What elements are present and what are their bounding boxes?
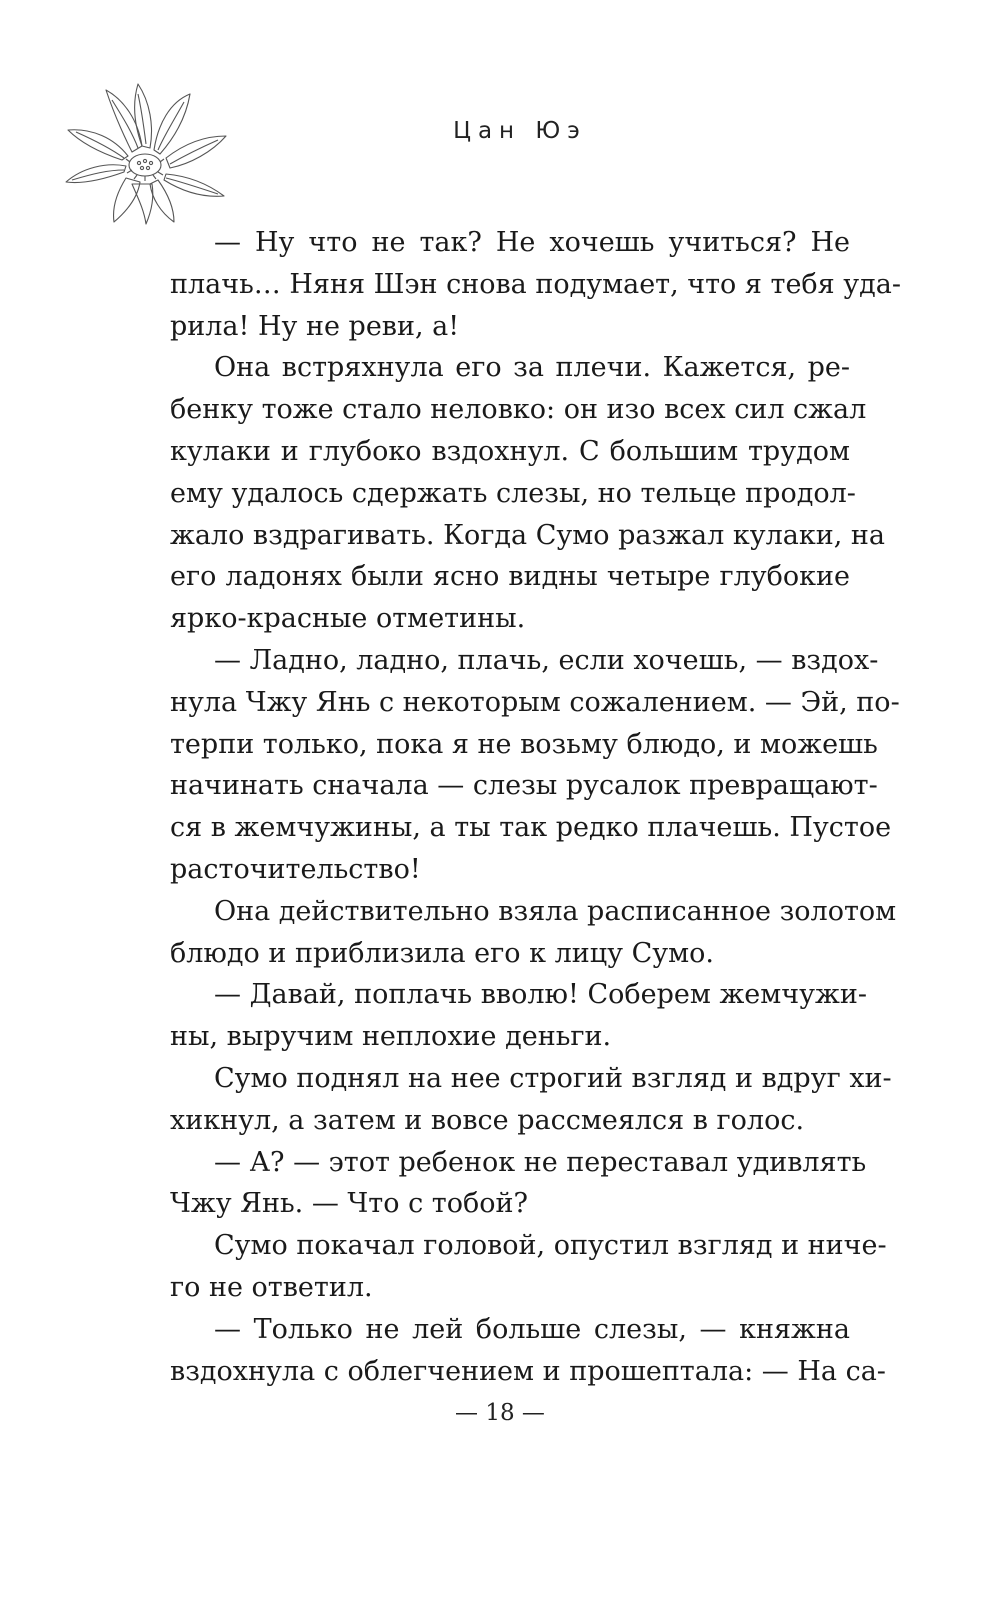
- text-line: Сумо покачал головой, опустил взгляд и ниче-: [214, 1230, 887, 1262]
- text-line: — Давай, поплачь вволю! Соберем жемчужи-: [214, 979, 867, 1011]
- text-line: — Только не лей больше слезы, — княжна: [214, 1313, 850, 1345]
- text-line: начинать сначала — слезы русалок превращают-: [170, 770, 878, 802]
- text-line: Она встряхнула его за плечи. Кажется, ре-: [214, 352, 850, 384]
- text-line: жало вздрагивать. Когда Сумо разжал кулаки, на: [170, 519, 885, 551]
- text-line: Сумо поднял на нее строгий взгляд и вдруг хи-: [214, 1062, 892, 1094]
- text-line: го не ответил.: [170, 1271, 373, 1303]
- text-line: хикнул, а затем и вовсе рассмеялся в голос.: [170, 1104, 805, 1136]
- text-line: рила! Ну не реви, а!: [170, 310, 460, 342]
- text-line: — А? — этот ребенок не переставал удивлять: [214, 1146, 867, 1178]
- text-line: ся в жемчужины, а ты так редко плачешь. Пустое: [170, 812, 892, 844]
- text-line: нула Чжу Янь с некоторым сожалением. — Эй, по-: [170, 686, 900, 718]
- text-line: плачь… Няня Шэн снова подумает, что я тебя уда-: [170, 268, 902, 300]
- text-line: ему удалось сдержать слезы, но тельце продол-: [170, 477, 856, 509]
- text-line: — Ладно, ладно, плачь, если хочешь, — вздох-: [214, 644, 879, 676]
- lotus-flower-icon: [62, 80, 232, 225]
- page-number: — 18 —: [455, 1400, 545, 1426]
- text-line: ярко-красные отметины.: [170, 603, 526, 635]
- text-line: — Ну что не так? Не хочешь учиться? Не: [214, 227, 850, 258]
- text-line: Она действительно взяла расписанное золотом: [214, 895, 897, 927]
- text-line: расточительство!: [170, 853, 421, 885]
- text-line: вздохнула с облегчением и прошептала: — На са-: [170, 1355, 886, 1387]
- text-line: терпи только, пока я не возьму блюдо, и можешь: [170, 728, 878, 760]
- running-header: Цан Юэ: [453, 118, 587, 144]
- text-line: ны, выручим неплохие деньги.: [170, 1021, 612, 1053]
- text-line: блюдо и приблизила его к лицу Сумо.: [170, 937, 714, 969]
- text-line: бенку тоже стало неловко: он изо всех сил сжал: [170, 394, 867, 426]
- text-line: Чжу Янь. — Что с тобой?: [170, 1188, 528, 1220]
- text-line: его ладонях были ясно видны четыре глубокие: [170, 561, 850, 593]
- text-line: кулаки и глубоко вздохнул. С большим трудом: [170, 435, 850, 467]
- body-text: [170, 222, 902, 1392]
